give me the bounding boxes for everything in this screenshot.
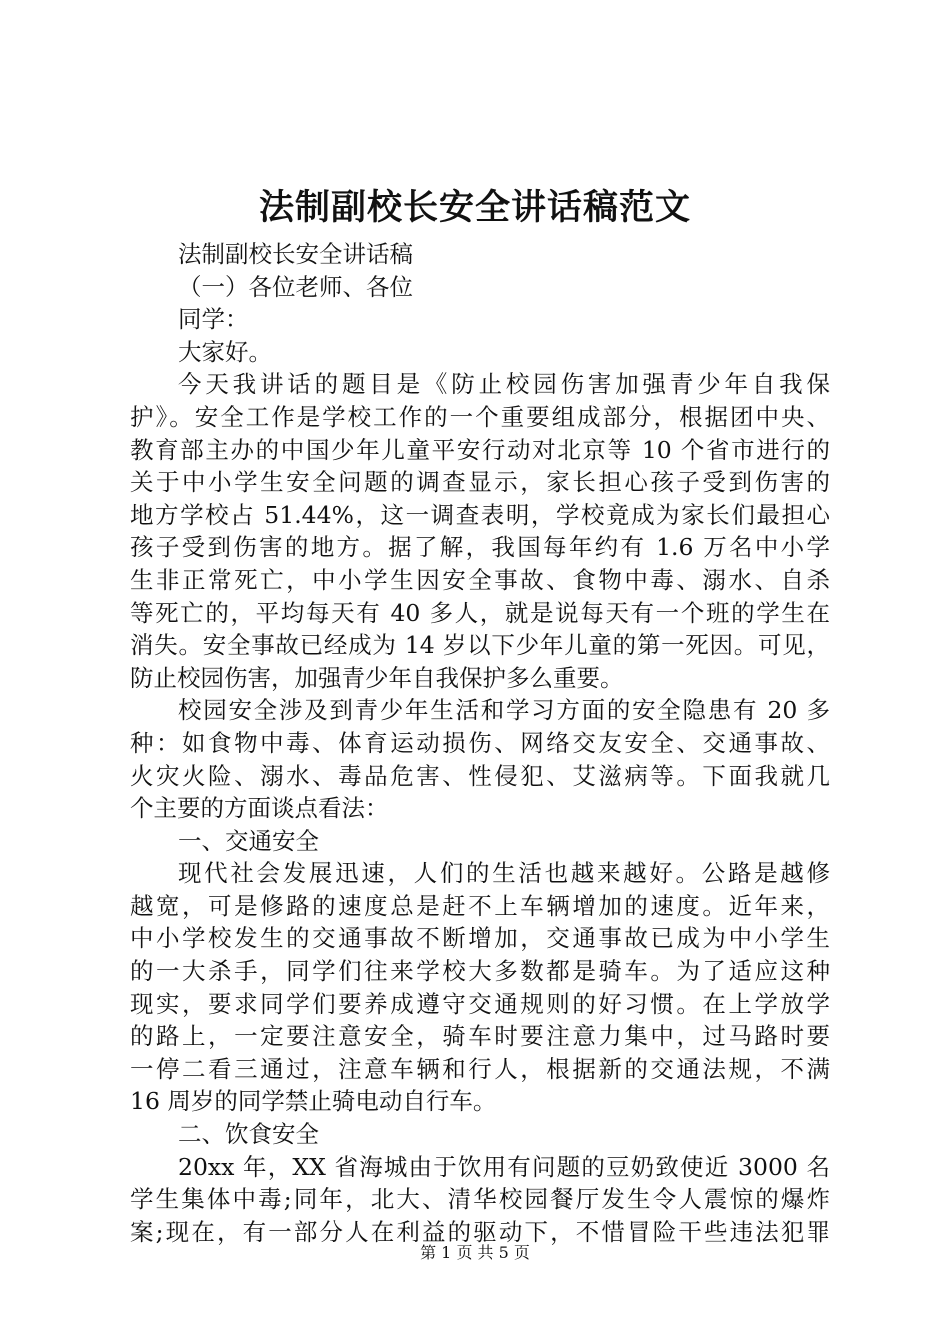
body-line: 今天我讲话的题目是《防止校园伤害加强青少年自我保 (178, 370, 830, 399)
body-line: 现代社会发展迅速，人们的生活也越来越好。公路是越修 (178, 859, 830, 888)
body-line: 20xx 年，XX 省海城由于饮用有问题的豆奶致使近 3000 名 (178, 1152, 830, 1181)
body-line: 二、饮食安全 (178, 1120, 319, 1149)
body-line: 等死亡的，平均每天有 40 多人，就是说每天有一个班的学生在 (130, 598, 830, 627)
body-line: 关于中小学生安全问题的调查显示，家长担心孩子受到伤害的 (130, 468, 830, 497)
page-footer: 第 1 页 共 5 页 (420, 1243, 530, 1262)
body-line: 现实，要求同学们要养成遵守交通规则的好习惯。在上学放学 (130, 989, 830, 1018)
body-line: 学生集体中毒;同年，北大、清华校园餐厅发生令人震惊的爆炸 (130, 1185, 830, 1214)
body-line: 大家好。 (178, 337, 272, 366)
body-line: 一、交通安全 (178, 826, 319, 855)
body-line: 种：如食物中毒、体育运动损伤、网络交友安全、交通事故、 (130, 728, 830, 757)
body-line: 地方学校占 51.44%，这一调查表明，学校竟成为家长们最担心 (130, 500, 830, 529)
body-line: 16 周岁的同学禁止骑电动自行车。 (130, 1087, 497, 1116)
body-line: 一停二看三通过，注意车辆和行人，根据新的交通法规，不满 (130, 1054, 830, 1083)
body-line: 的路上，一定要注意安全，骑车时要注意力集中，过马路时要 (130, 1022, 830, 1051)
body-line: 的一大杀手，同学们往来学校大多数都是骑车。为了适应这种 (130, 957, 830, 986)
body-line: 护》。安全工作是学校工作的一个重要组成部分，根据团中央、 (130, 402, 830, 431)
body-line: 生非正常死亡，中小学生因安全事故、食物中毒、溺水、自杀 (130, 565, 830, 594)
body-line: 同学： (178, 305, 249, 334)
body-line: 个主要的方面谈点看法： (130, 794, 389, 823)
body-line: 法制副校长安全讲话稿 (178, 240, 413, 268)
body-line: 防止校园伤害，加强青少年自我保护多么重要。 (130, 663, 624, 692)
body-line: 火灾火险、溺水、毒品危害、性侵犯、艾滋病等。下面我就几 (130, 761, 830, 790)
body-line: 消失。安全事故已经成为 14 岁以下少年儿童的第一死因。可见， (130, 631, 830, 660)
document-title: 法制副校长安全讲话稿范文 (258, 187, 691, 228)
body-line: 中小学校发生的交通事故不断增加，交通事故已成为中小学生 (130, 924, 830, 953)
body-line: 案;现在，有一部分人在利益的驱动下，不惜冒险干些违法犯罪 (130, 1217, 830, 1246)
document-body (130, 238, 830, 1248)
body-line: （一）各位老师、各位 (178, 272, 413, 301)
body-line: 教育部主办的中国少年儿童平安行动对北京等 10 个省市进行的 (130, 435, 830, 464)
body-line: 孩子受到伤害的地方。据了解，我国每年约有 1.6 万名中小学 (130, 533, 830, 562)
body-line: 越宽，可是修路的速度总是赶不上车辆增加的速度。近年来， (130, 891, 830, 920)
body-line: 校园安全涉及到青少年生活和学习方面的安全隐患有 20 多 (178, 696, 830, 725)
